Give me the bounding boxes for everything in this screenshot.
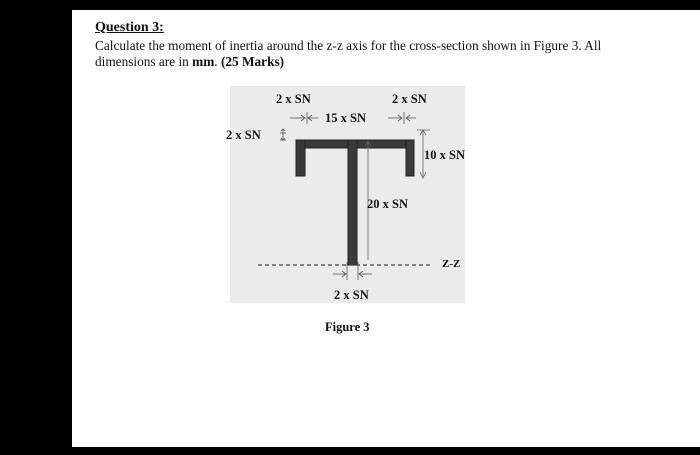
question-title: Question 3: — [95, 20, 164, 35]
unit-text: mm — [192, 54, 215, 69]
label-right-depth: 10 x SN — [424, 148, 465, 162]
question-line-2-mid: . — [214, 54, 221, 69]
web — [348, 140, 357, 265]
label-side-thickness: 2 x SN — [226, 128, 261, 142]
label-flange-width: 15 x SN — [325, 111, 366, 125]
label-flange-thick-right: 2 x SN — [392, 92, 427, 106]
question-line-2: dimensions are in — [95, 54, 193, 69]
figure-caption: Figure 3 — [325, 320, 370, 334]
label-zz-axis: Z-Z — [442, 258, 461, 270]
right-lip — [406, 140, 414, 176]
label-flange-thick-left: 2 x SN — [276, 92, 311, 106]
marks-text: (25 Marks) — [220, 54, 285, 69]
left-lip — [296, 140, 305, 176]
label-web-height: 20 x SN — [367, 197, 408, 211]
question-line-1: Calculate the moment of inertia around the z-z axis for the cross-section shown in Figure 3. All — [95, 38, 602, 53]
label-web-thickness: 2 x SN — [334, 288, 369, 302]
side-thickness-dim — [280, 129, 286, 140]
